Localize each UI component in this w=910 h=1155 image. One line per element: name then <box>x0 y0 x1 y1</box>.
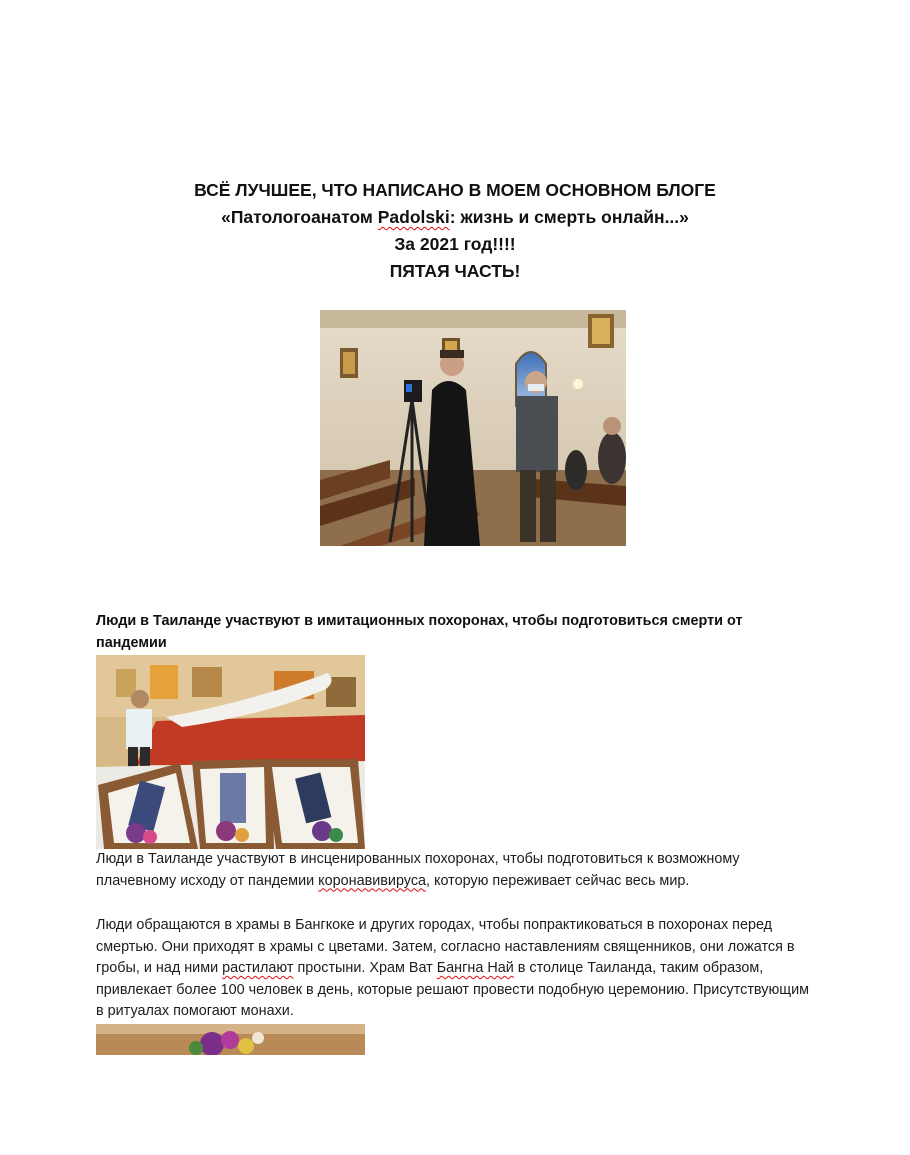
church-photo <box>320 310 626 546</box>
header-line-1: ВСЁ ЛУЧШЕЕ, ЧТО НАПИСАНО В МОЕМ ОСНОВНОМ БЛОГЕ <box>194 180 716 200</box>
paragraph-2-text-b: простыни. Храм Ват <box>293 960 437 976</box>
header-line-3: За 2021 год!!!! <box>394 234 516 254</box>
article-title: Люди в Таиланде участвуют в имитационных похоронах, чтобы подготовиться смерти от пандемии <box>96 613 743 651</box>
article-paragraph-2 <box>96 915 816 1023</box>
header-line-4: ПЯТАЯ ЧАСТЬ! <box>389 261 521 281</box>
header-line-2-prefix: «Патологоанатом <box>221 207 378 227</box>
paragraph-1-misspelled-word: коронавивируса <box>318 872 427 889</box>
flowers-photo <box>96 1024 365 1055</box>
paragraph-2-misspelled-word-2: Бангна Най <box>436 960 514 976</box>
article-paragraph-1 <box>96 849 816 892</box>
paragraph-2-text-a: Люди обращаются в храмы в Бангкоке и других городах, чтобы попрактиковаться в похоронах перед смертью. Они приходят в храмы с цветами. Затем, согласно наставлениям священников, они ложатся в гробы, и над ними <box>96 917 795 976</box>
paragraph-2-text-c: в столице Таиланда, таким образом, привлекает более 100 человек в день, которые решают провести подобную церемонию. Присутствующим в ритуалах помогают монахи. <box>96 960 810 1019</box>
paragraph-2-misspelled-word-1: растилают <box>222 960 294 976</box>
document-header <box>0 177 910 285</box>
mock-funeral-photo <box>96 655 365 849</box>
paragraph-1-text-start: Люди в Таиланде участвуют в инсценированных похоронах, чтобы подготовиться к возможному плачевному исходу от пандемии <box>96 851 740 889</box>
paragraph-1-text-end: , которую переживает сейчас весь мир. <box>426 872 690 889</box>
header-line-2-suffix: : жизнь и смерть онлайн...» <box>449 207 689 227</box>
header-line-2 <box>0 204 910 231</box>
header-blog-name: Padolski <box>377 207 450 227</box>
